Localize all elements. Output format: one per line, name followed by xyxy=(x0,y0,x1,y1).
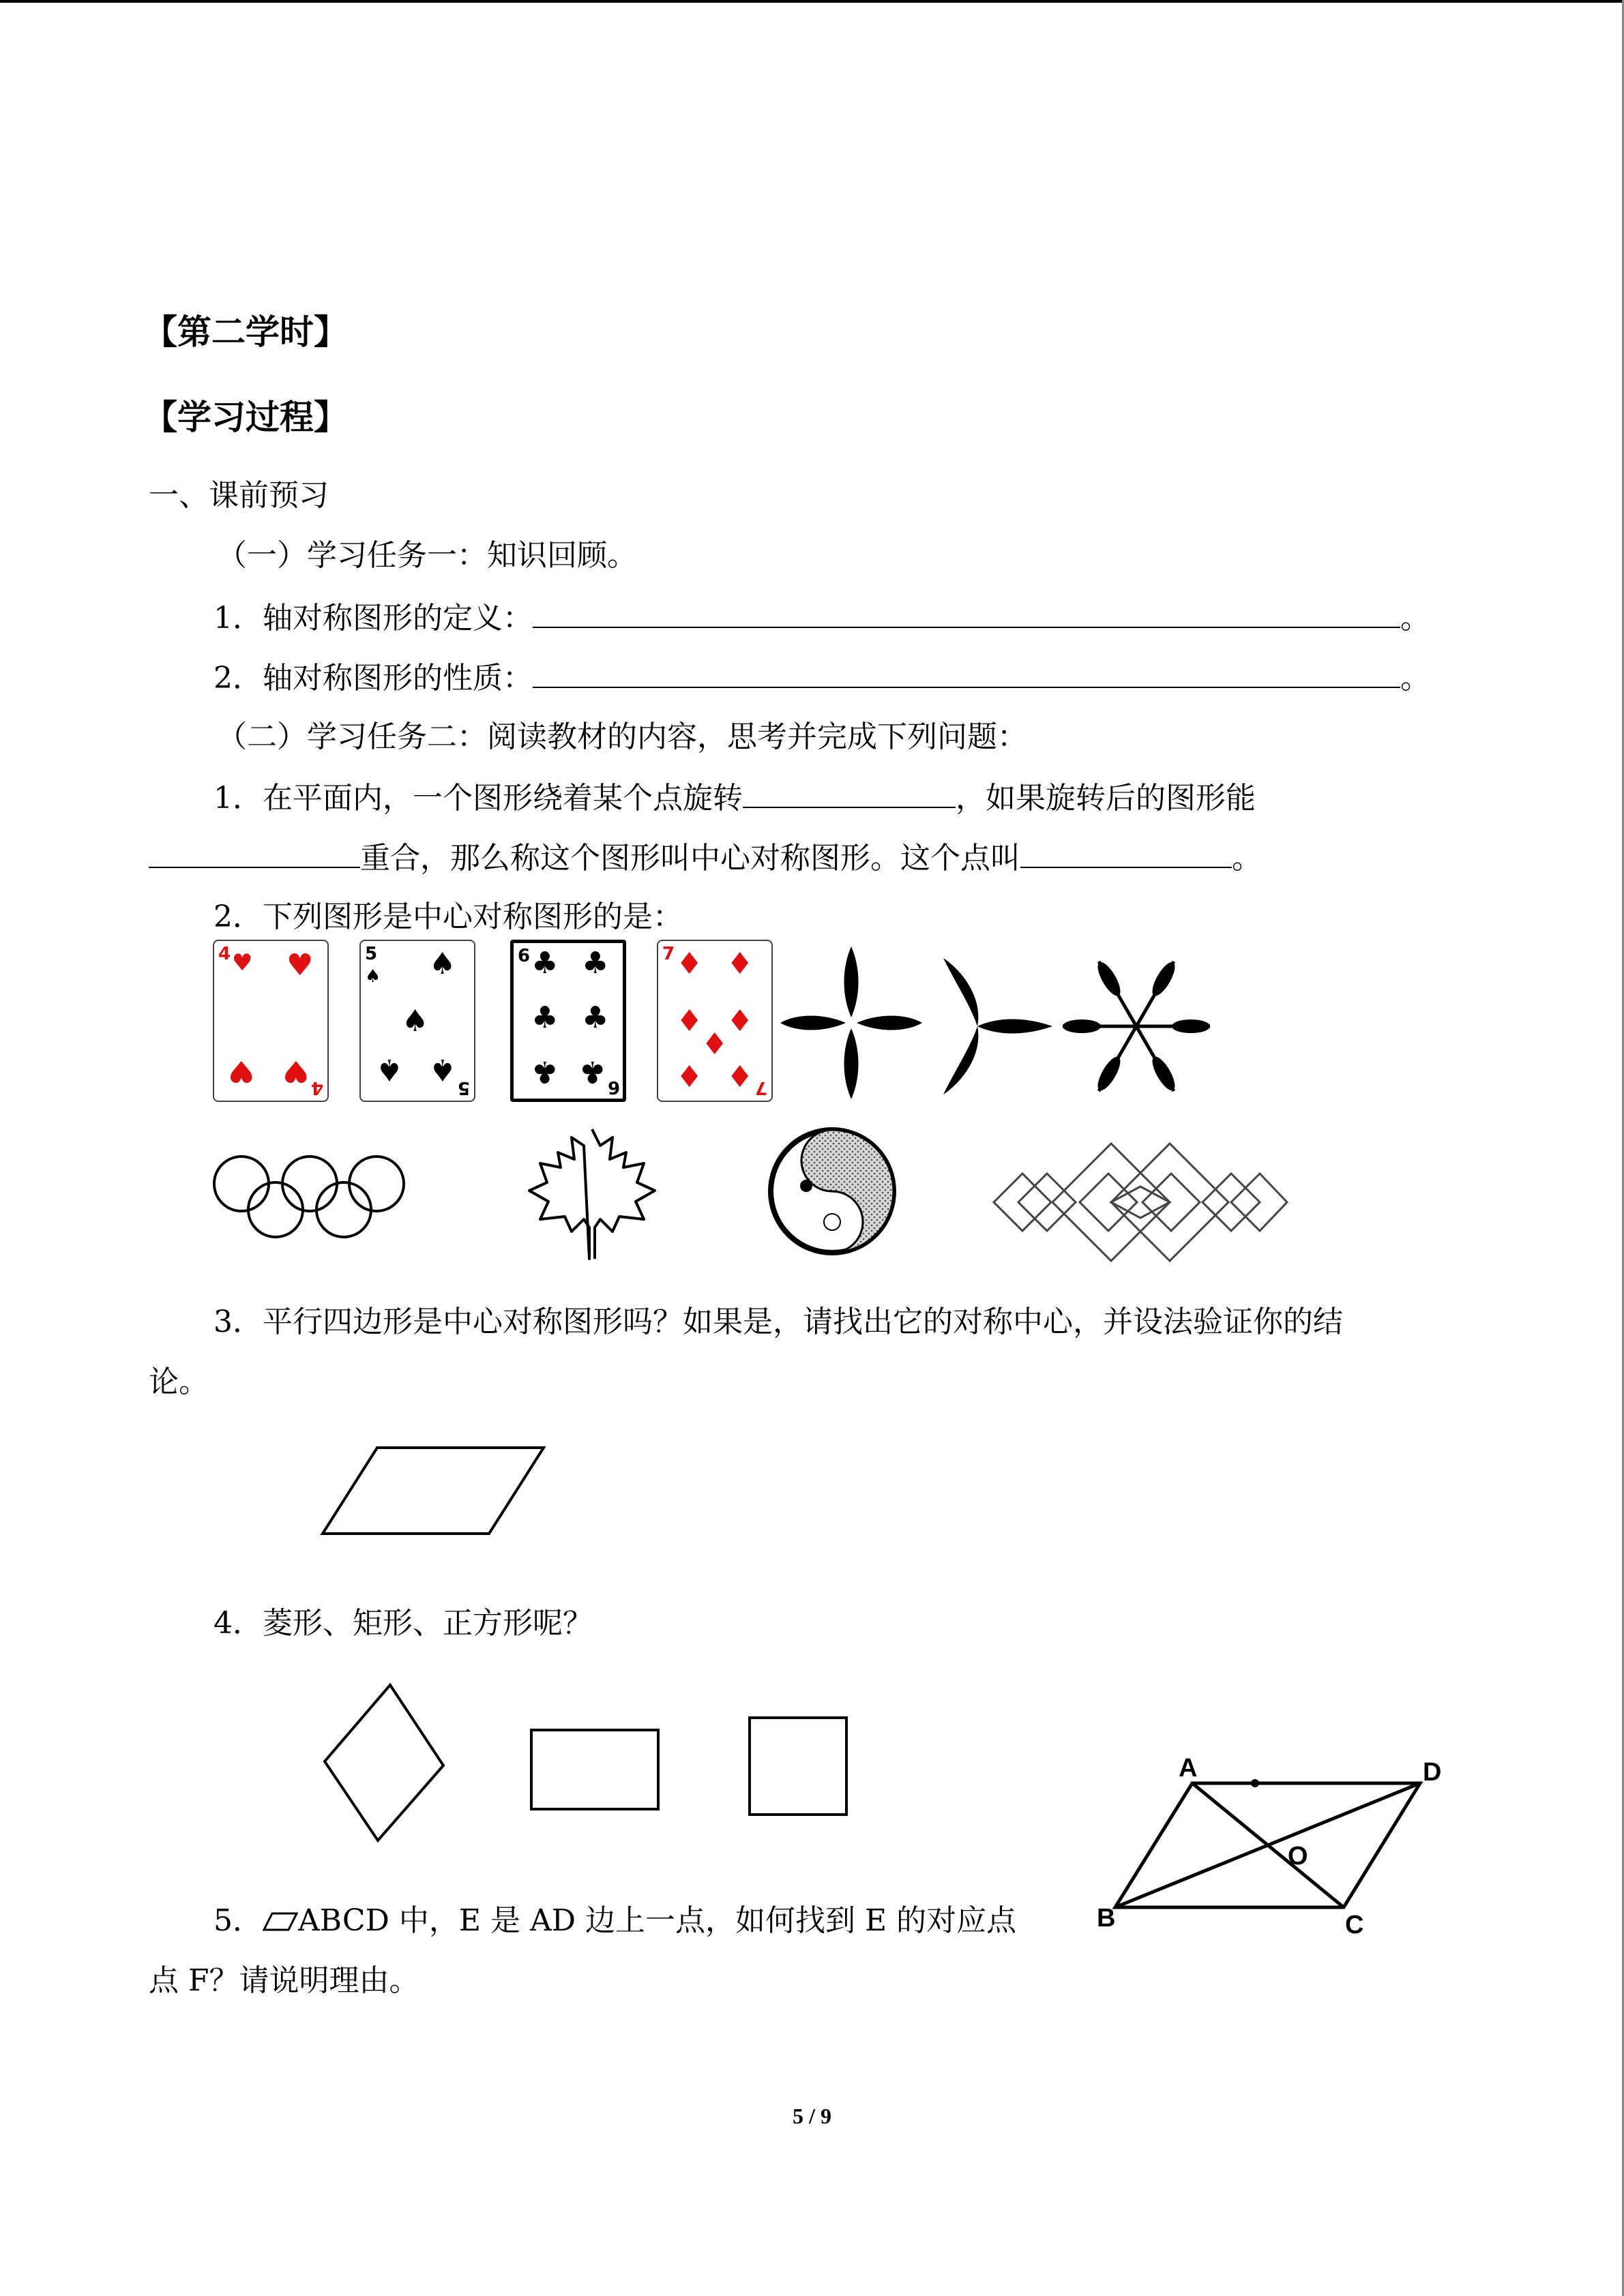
question-text: ，如果旋转后的图形能 xyxy=(956,781,1256,816)
task2-question1-line2 xyxy=(149,837,1262,879)
six-leaf-star-figure xyxy=(1061,958,1211,1094)
card-rank: 7 xyxy=(662,944,675,964)
playing-card-clubs-6 xyxy=(510,940,626,1102)
diamond-icon: ♦ xyxy=(726,1060,754,1094)
heart-icon: ♥ xyxy=(282,1054,310,1088)
question-text: 重合，那么称这个图形叫中心对称图形。这个点叫 xyxy=(360,841,1020,876)
answer-blank[interactable] xyxy=(1020,837,1232,868)
maple-leaf-figure xyxy=(524,1125,660,1262)
diamond-icon: ♦ xyxy=(676,1060,703,1094)
task2-question3-line2: 论。 xyxy=(149,1365,209,1399)
olympic-rings-figure xyxy=(210,1152,408,1241)
spade-icon: ♠ xyxy=(402,1004,429,1039)
parallelogram-symbol-icon xyxy=(263,1911,298,1932)
question-text: ABCD 中，E 是 AD 边上一点，如何找到 E 的对应点 xyxy=(298,1903,1017,1938)
task2-question4: 4．菱形、矩形、正方形呢？ xyxy=(213,1606,593,1641)
point-e-dot xyxy=(1251,1779,1259,1787)
task2-question3-line1: 3．平行四边形是中心对称图形吗？如果是，请找出它的对称中心，并设法验证你的结 xyxy=(213,1304,1343,1339)
diamond-icon: ♦ xyxy=(701,1027,728,1062)
yin-yang-figure xyxy=(767,1125,897,1258)
task2-question5-line1 xyxy=(213,1900,1016,1941)
diamond-icon: ♦ xyxy=(676,1004,703,1039)
answer-blank[interactable] xyxy=(533,597,1400,628)
spade-icon: ♠ xyxy=(429,1052,456,1087)
question-label: 1．轴对称图形的定义： xyxy=(213,601,533,636)
answer-blank[interactable] xyxy=(533,657,1400,688)
spade-icon: ♠ xyxy=(365,966,381,987)
rhombus-figure xyxy=(321,1681,447,1845)
diamond-icon: ♦ xyxy=(726,946,754,981)
card-rank: 7 xyxy=(754,1077,767,1098)
task2-question2: 2．下列图形是中心对称图形的是： xyxy=(213,899,683,934)
playing-card-spades-5 xyxy=(359,940,475,1102)
period: 。 xyxy=(1400,601,1430,636)
task1-title: （一）学习任务一：知识回顾。 xyxy=(217,538,637,573)
period: 。 xyxy=(1232,841,1262,876)
diamond-icon: ♦ xyxy=(726,1004,754,1039)
card-rank: 6 xyxy=(518,946,531,966)
club-icon: ♣ xyxy=(582,946,609,981)
playing-card-hearts-4 xyxy=(213,940,329,1102)
club-icon: ♣ xyxy=(531,1054,559,1089)
question-label: 2．轴对称图形的性质： xyxy=(213,661,533,696)
process-heading: 【学习过程】 xyxy=(143,397,348,437)
label-c: C xyxy=(1345,1911,1364,1939)
three-leaf-figure xyxy=(936,955,1052,1098)
club-icon: ♣ xyxy=(531,1000,559,1035)
diamond-icon: ♦ xyxy=(676,946,703,981)
playing-card-diamonds-7 xyxy=(657,940,773,1102)
club-icon: ♣ xyxy=(582,1000,609,1035)
task2-question5-line2: 点 F？请说明理由。 xyxy=(149,1963,419,1998)
square-figure xyxy=(748,1716,850,1818)
label-o: O xyxy=(1288,1842,1308,1870)
task2-title: （二）学习任务二：阅读教材的内容，思考并完成下列问题： xyxy=(217,719,1027,754)
diamond-pattern-figure xyxy=(991,1129,1288,1268)
heart-icon: ♥ xyxy=(232,949,253,976)
card-rank: 4 xyxy=(310,1077,323,1098)
spade-icon: ♠ xyxy=(429,946,456,981)
task2-question1-line1 xyxy=(213,777,1256,819)
card-rank: 4 xyxy=(218,944,231,964)
parallelogram-abcd-figure xyxy=(1091,1749,1460,1947)
label-d: D xyxy=(1423,1758,1442,1787)
period: 。 xyxy=(1400,661,1430,696)
question-text: 1．在平面内，一个图形绕着某个点旋转 xyxy=(213,781,743,816)
label-b: B xyxy=(1097,1904,1116,1933)
question-axis-definition xyxy=(213,597,1430,639)
card-rank: 5 xyxy=(365,944,378,964)
session-heading: 【第二学时】 xyxy=(143,312,348,352)
question-axis-property xyxy=(213,657,1430,699)
heart-icon: ♥ xyxy=(286,948,314,983)
club-icon: ♣ xyxy=(579,1054,606,1089)
answer-blank[interactable] xyxy=(149,837,360,868)
card-rank: 6 xyxy=(607,1077,620,1097)
answer-blank[interactable] xyxy=(743,777,956,808)
spade-icon: ♠ xyxy=(376,1052,403,1087)
page-top-border xyxy=(0,0,1624,3)
parallelogram-figure xyxy=(317,1442,549,1538)
page-number: 5 / 9 xyxy=(793,2104,831,2128)
question-number: 5． xyxy=(213,1903,263,1938)
rectangle-figure xyxy=(529,1728,662,1813)
card-rank: 5 xyxy=(457,1077,470,1098)
label-a: A xyxy=(1179,1754,1198,1783)
section-title: 一、课前预习 xyxy=(149,478,329,513)
club-icon: ♣ xyxy=(531,946,559,981)
heart-icon: ♥ xyxy=(228,1054,255,1088)
four-leaf-cross-figure xyxy=(780,944,923,1101)
